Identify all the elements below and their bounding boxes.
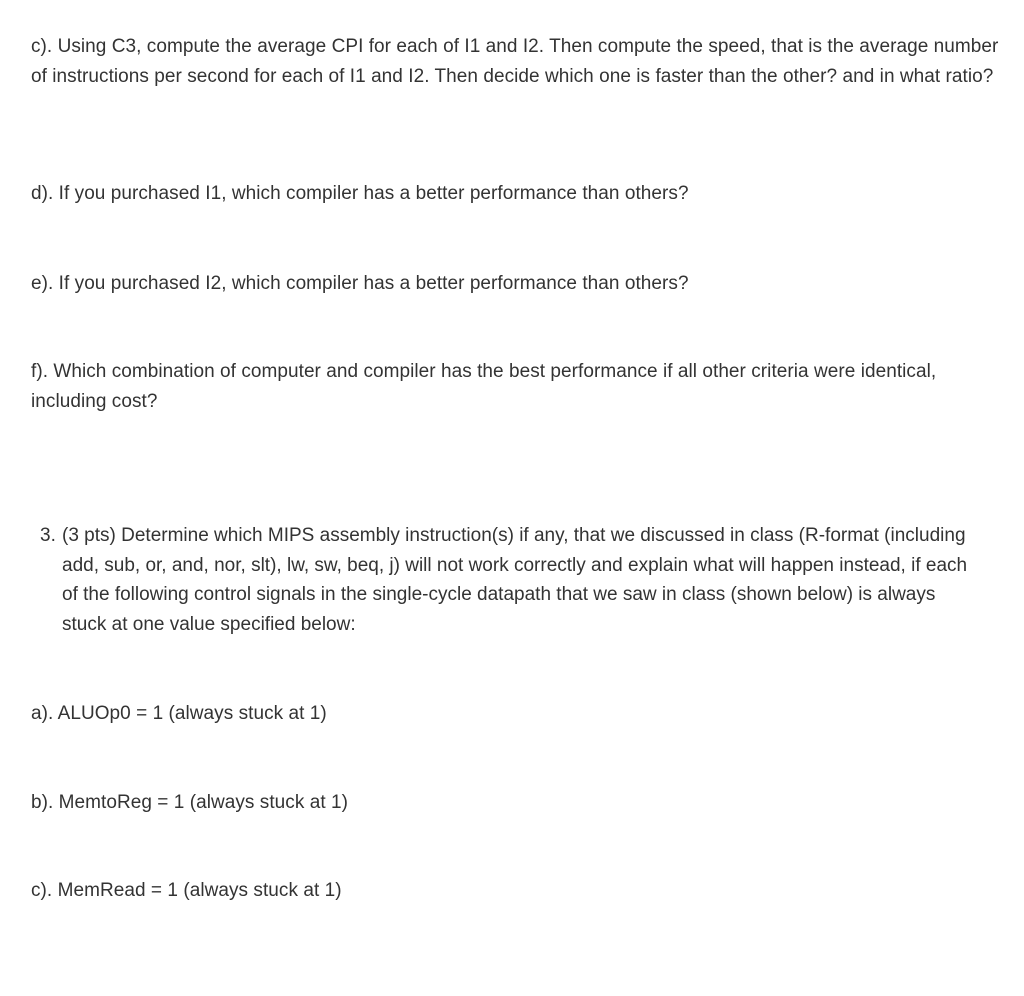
question-3 xyxy=(40,521,970,639)
question-3-text: (3 pts) Determine which MIPS assembly instruction(s) if any, that we discussed in class (R-format (including add, sub, or, and, nor, slt), lw, sw, beq, j) will not work correctly and explain what will happen instead, if each of the following control signals in the single-cycle datapath that we saw in class (shown below) is always stuck at one value specified below: xyxy=(62,525,968,635)
question-part-f: f). Which combination of computer and compiler has the best performance if all other criteria were identical, including cost? xyxy=(31,361,937,412)
question-3-part-b: b). MemtoReg = 1 (always stuck at 1) xyxy=(31,792,348,813)
question-part-c: c). Using C3, compute the average CPI for each of I1 and I2. Then compute the speed, that is the average number of instructions per second for each of I1 and I2. Then decide which one is faster than the other? and in what ratio? xyxy=(31,36,999,87)
question-part-e: e). If you purchased I2, which compiler has a better performance than others? xyxy=(31,273,689,294)
question-3-part-a: a). ALUOp0 = 1 (always stuck at 1) xyxy=(31,703,327,724)
question-part-d: d). If you purchased I1, which compiler has a better performance than others? xyxy=(31,183,689,204)
question-3-part-c: c). MemRead = 1 (always stuck at 1) xyxy=(31,880,342,901)
question-3-number: 3. xyxy=(40,525,56,546)
